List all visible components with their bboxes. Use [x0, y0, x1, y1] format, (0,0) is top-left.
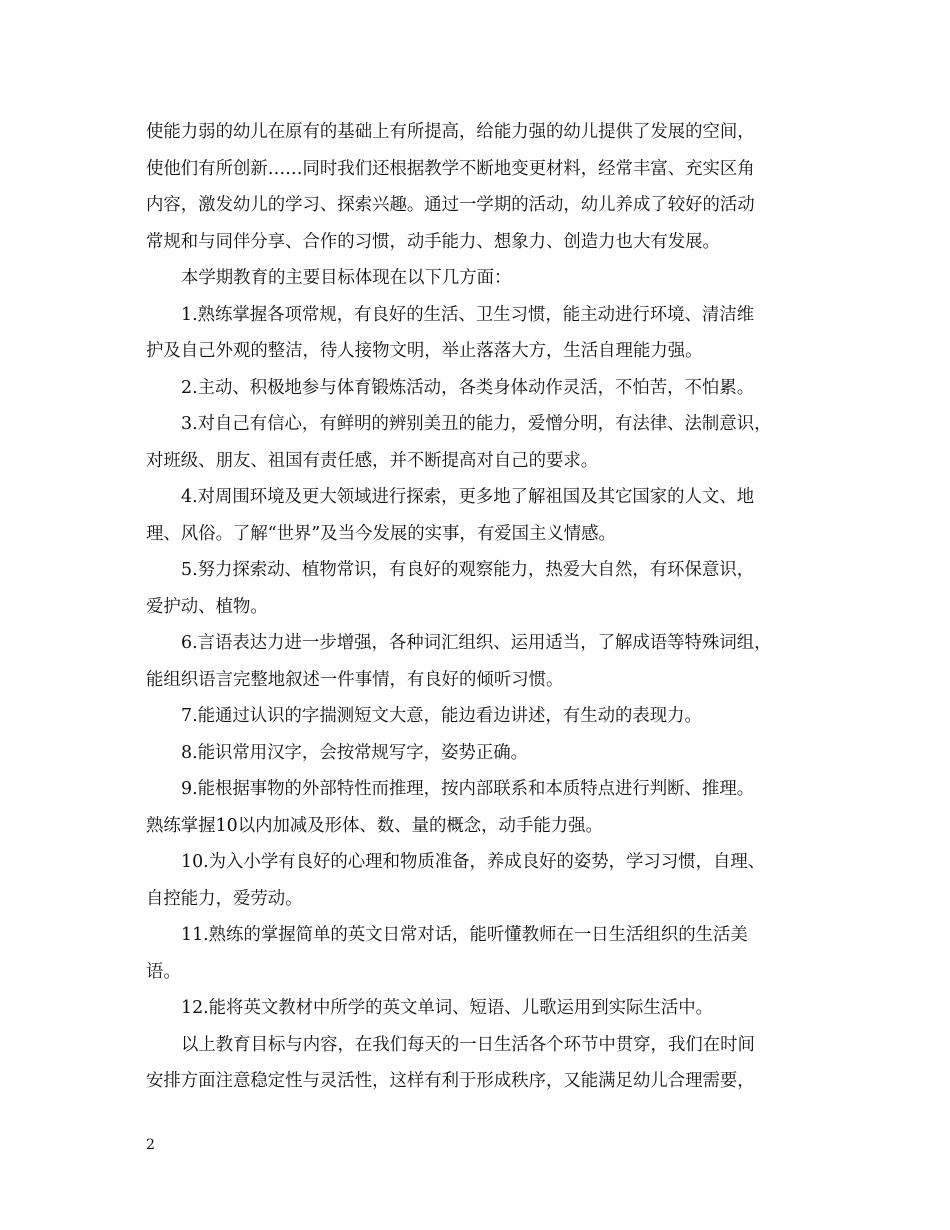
- text-line: 使他们有所创新……同时我们还根据教学不断地变更材料，经常丰富、充实区角: [146, 158, 755, 179]
- text-line: 10.为入小学有良好的心理和物质准备，养成良好的姿势，学习习惯，自理、: [181, 852, 766, 872]
- text-line: 安排方面注意稳定性与灵活性，这样有利于形成秩序，又能满足幼儿合理需要，: [146, 1071, 755, 1091]
- text-line: 9.能根据事物的外部特性而推理，按内部联系和本质特点进行判断、推理。: [181, 779, 755, 799]
- page-number: 2: [146, 1137, 155, 1153]
- text-line: 8.能识常用汉字，会按常规写字，姿势正确。: [181, 742, 529, 763]
- text-line: 爱护动、植物。: [146, 596, 268, 617]
- text-line: 5.努力探索动、植物常识，有良好的观察能力，热爱大自然，有环保意识，: [181, 560, 755, 580]
- text-line: 使能力弱的幼儿在原有的基础上有所提高，给能力强的幼儿提供了发展的空间，: [146, 122, 755, 142]
- text-line: 11.熟练的掌握简单的英文日常对话，能听懂教师在一日生活组织的生活美: [181, 925, 748, 945]
- text-line: 6.言语表达力进一步增强，各种词汇组织、运用适当，了解成语等特殊词组，: [181, 633, 772, 653]
- text-line: 7.能通过认识的字揣测短文大意，能边看边讲述，有生动的表现力。: [181, 706, 702, 726]
- text-line: 1.熟练掌握各项常规，有良好的生活、卫生习惯，能主动进行环境、清洁维: [181, 304, 755, 325]
- text-line: 常规和与同伴分享、合作的习惯，动手能力、想象力、创造力也大有发展。: [146, 231, 720, 252]
- text-line: 自控能力，爱劳动。: [146, 888, 303, 909]
- text-line: 3.对自己有信心，有鲜明的辨别美丑的能力，爱憎分明，有法律、法制意识，: [181, 414, 772, 434]
- text-line: 对班级、朋友、祖国有责任感，并不断提高对自己的要求。: [146, 450, 599, 471]
- text-line: 理、风俗。了解“世界”及当今发展的实事，有爱国主义情感。: [146, 523, 616, 544]
- text-line: 本学期教育的主要目标体现在以下几方面：: [181, 268, 512, 288]
- text-line: 以上教育目标与内容，在我们每天的一日生活各个环节中贯穿，我们在时间: [181, 1034, 755, 1055]
- text-line: 熟练掌握10以内加减及形体、数、量的概念，动手能力强。: [146, 815, 603, 836]
- text-line: 内容，激发幼儿的学习、探索兴趣。通过一学期的活动，幼儿养成了较好的活动: [146, 195, 755, 215]
- text-line: 2.主动、积极地参与体育锻炼活动，各类身体动作灵活，不怕苦，不怕累。: [181, 377, 755, 398]
- text-line: 护及自己外观的整洁，待人接物文明，举止落落大方，生活自理能力强。: [146, 341, 703, 361]
- text-line: 语。: [146, 961, 181, 982]
- text-line: 能组织语言完整地叙述一件事情，有良好的倾听习惯。: [146, 669, 564, 690]
- document-body: [146, 114, 812, 1100]
- text-line: 12.能将英文教材中所学的英文单词、短语、儿歌运用到实际生活中。: [181, 998, 713, 1018]
- text-line: 4.对周围环境及更大领域进行探索，更多地了解祖国及其它国家的人文、地: [181, 487, 755, 507]
